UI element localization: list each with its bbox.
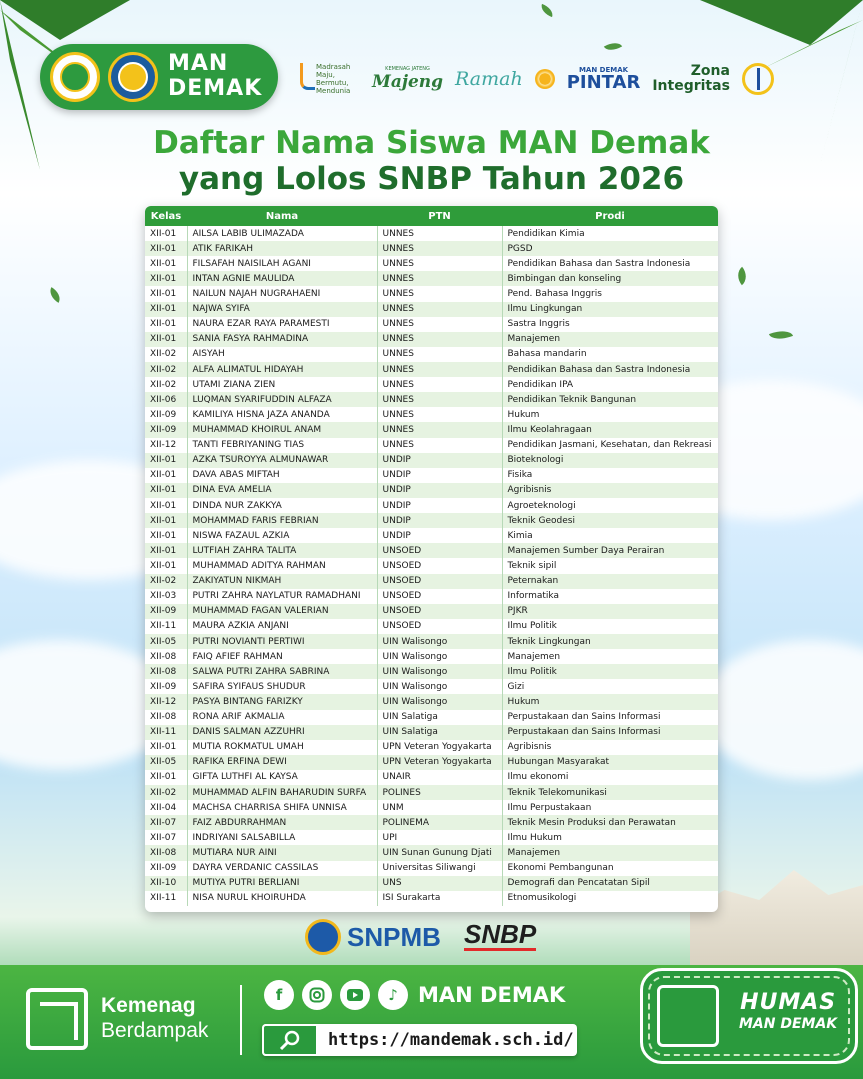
cell-nama: PUTRI NOVIANTI PERTIWI bbox=[187, 634, 377, 649]
social-links bbox=[264, 980, 565, 1010]
cell-kelas: XII-09 bbox=[145, 679, 187, 694]
cell-prodi: Manajemen bbox=[502, 845, 718, 860]
cell-prodi: Hukum bbox=[502, 694, 718, 709]
cell-ptn: Universitas Siliwangi bbox=[377, 861, 502, 876]
cell-nama: LUQMAN SYARIFUDDIN ALFAZA bbox=[187, 392, 377, 407]
cell-nama: NAILUN NAJAH NUGRAHAENI bbox=[187, 286, 377, 301]
cell-kelas: XII-01 bbox=[145, 302, 187, 317]
tiktok-icon[interactable]: ♪ bbox=[378, 980, 408, 1010]
table-row bbox=[145, 876, 718, 891]
kemenag-berdampak-text bbox=[101, 993, 208, 1043]
cell-nama: INDRIYANI SALSABILLA bbox=[187, 830, 377, 845]
cell-ptn: UNNES bbox=[377, 347, 502, 362]
table-row bbox=[145, 710, 718, 725]
cell-prodi: Demografi dan Pencatatan Sipil bbox=[502, 876, 718, 891]
cell-nama: MUHAMMAD FAGAN VALERIAN bbox=[187, 604, 377, 619]
zona-line-2: Integritas bbox=[652, 78, 730, 94]
cell-kelas: XII-08 bbox=[145, 845, 187, 860]
cell-ptn: UNNES bbox=[377, 407, 502, 422]
cell-kelas: XII-08 bbox=[145, 664, 187, 679]
cell-nama: DINDA NUR ZAKKYA bbox=[187, 498, 377, 513]
cell-kelas: XII-01 bbox=[145, 256, 187, 271]
cell-prodi: Manajemen bbox=[502, 332, 718, 347]
majeng-logo bbox=[372, 66, 443, 92]
cell-kelas: XII-09 bbox=[145, 604, 187, 619]
cell-nama: FAIQ AFIEF RAHMAN bbox=[187, 649, 377, 664]
cell-nama: MOHAMMAD FARIS FEBRIAN bbox=[187, 513, 377, 528]
snpmb-logo bbox=[305, 916, 455, 958]
table-row bbox=[145, 226, 718, 241]
cell-prodi: PGSD bbox=[502, 241, 718, 256]
madrasah-maju-logo bbox=[300, 63, 360, 95]
cell-prodi: Perpustakaan dan Sains Informasi bbox=[502, 725, 718, 740]
cell-nama: ZAKIYATUN NIKMAH bbox=[187, 574, 377, 589]
cell-nama: DAYRA VERDANIC CASSILAS bbox=[187, 861, 377, 876]
zona-line-1: Zona bbox=[690, 63, 730, 79]
cell-nama: MUHAMMAD ADITYA RAHMAN bbox=[187, 558, 377, 573]
table-row bbox=[145, 286, 718, 301]
cell-kelas: XII-01 bbox=[145, 770, 187, 785]
search-icon bbox=[262, 1024, 318, 1056]
table-row bbox=[145, 498, 718, 513]
cell-nama: ALFA ALIMATUL HIDAYAH bbox=[187, 362, 377, 377]
cell-kelas: XII-01 bbox=[145, 317, 187, 332]
falling-leaf bbox=[733, 267, 751, 285]
pintar-text: PINTAR bbox=[566, 72, 641, 93]
snbp-logo: SNBP bbox=[464, 919, 537, 949]
cell-kelas: XII-06 bbox=[145, 392, 187, 407]
cell-kelas: XII-02 bbox=[145, 347, 187, 362]
cell-prodi: Teknik Lingkungan bbox=[502, 634, 718, 649]
cell-kelas: XII-02 bbox=[145, 362, 187, 377]
cell-kelas: XII-01 bbox=[145, 468, 187, 483]
snpmb-text: SNPMB bbox=[347, 921, 441, 952]
table-row bbox=[145, 589, 718, 604]
table-row bbox=[145, 785, 718, 800]
cell-nama: INTAN AGNIE MAULIDA bbox=[187, 271, 377, 286]
falling-leaf bbox=[604, 39, 622, 55]
table-row bbox=[145, 317, 718, 332]
cell-ptn: UPI bbox=[377, 830, 502, 845]
cell-kelas: XII-01 bbox=[145, 271, 187, 286]
cell-prodi: Fisika bbox=[502, 468, 718, 483]
cell-prodi: Pendidikan Bahasa dan Sastra Indonesia bbox=[502, 256, 718, 271]
cell-prodi: Agribisnis bbox=[502, 740, 718, 755]
cell-prodi: Pendidikan Jasmani, Kesehatan, dan Rekreasi bbox=[502, 438, 718, 453]
brand-line-1: MAN bbox=[168, 51, 229, 76]
table-row bbox=[145, 634, 718, 649]
table-row bbox=[145, 347, 718, 362]
cell-prodi: Etnomusikologi bbox=[502, 891, 718, 906]
table-row bbox=[145, 256, 718, 271]
cell-kelas: XII-01 bbox=[145, 740, 187, 755]
cell-kelas: XII-12 bbox=[145, 438, 187, 453]
cell-kelas: XII-01 bbox=[145, 241, 187, 256]
cell-prodi: Pendidikan Bahasa dan Sastra Indonesia bbox=[502, 362, 718, 377]
cell-kelas: XII-05 bbox=[145, 755, 187, 770]
cell-nama: NAURA EZAR RAYA PARAMESTI bbox=[187, 317, 377, 332]
cell-prodi: Ekonomi Pembangunan bbox=[502, 861, 718, 876]
cell-ptn: UNNES bbox=[377, 392, 502, 407]
kemenag-line-1: Kemenag bbox=[101, 994, 196, 1017]
cell-prodi: Bimbingan dan konseling bbox=[502, 271, 718, 286]
cell-prodi: Pendidikan Kimia bbox=[502, 226, 718, 241]
cell-ptn: UNAIR bbox=[377, 770, 502, 785]
cell-nama: FILSAFAH NAISILAH AGANI bbox=[187, 256, 377, 271]
cell-prodi: Ilmu Lingkungan bbox=[502, 302, 718, 317]
cell-kelas: XII-09 bbox=[145, 861, 187, 876]
cell-kelas: XII-09 bbox=[145, 407, 187, 422]
cell-nama: KAMILIYA HISNA JAZA ANANDA bbox=[187, 407, 377, 422]
cell-nama: NISWA FAZAUL AZKIA bbox=[187, 528, 377, 543]
cell-kelas: XII-10 bbox=[145, 876, 187, 891]
cell-nama: DAVA ABAS MIFTAH bbox=[187, 468, 377, 483]
youtube-icon[interactable] bbox=[340, 980, 370, 1010]
cell-prodi: Ilmu Politik bbox=[502, 664, 718, 679]
table-row bbox=[145, 543, 718, 558]
cell-ptn: UNNES bbox=[377, 362, 502, 377]
table-row bbox=[145, 513, 718, 528]
cell-prodi: Manajemen bbox=[502, 649, 718, 664]
majeng-text: Majeng bbox=[372, 72, 444, 92]
cell-prodi: Teknik Geodesi bbox=[502, 513, 718, 528]
humas-line-2: MAN DEMAK bbox=[739, 1016, 838, 1032]
table-row bbox=[145, 574, 718, 589]
cell-ptn: UIN Walisongo bbox=[377, 679, 502, 694]
cell-nama: MUTIYA PUTRI BERLIANI bbox=[187, 876, 377, 891]
cell-ptn: UNDIP bbox=[377, 513, 502, 528]
cell-kelas: XII-07 bbox=[145, 815, 187, 830]
cell-kelas: XII-01 bbox=[145, 453, 187, 468]
cell-ptn: UNNES bbox=[377, 286, 502, 301]
cell-nama: SANIA FASYA RAHMADINA bbox=[187, 332, 377, 347]
table-row bbox=[145, 891, 718, 906]
cell-ptn: UNNES bbox=[377, 256, 502, 271]
table-row bbox=[145, 241, 718, 256]
cell-nama: MUHAMMAD KHOIRUL ANAM bbox=[187, 422, 377, 437]
cell-nama: SALWA PUTRI ZAHRA SABRINA bbox=[187, 664, 377, 679]
cell-kelas: XII-02 bbox=[145, 785, 187, 800]
brand-name bbox=[168, 51, 262, 101]
cell-nama: RONA ARIF AKMALIA bbox=[187, 710, 377, 725]
table-row bbox=[145, 649, 718, 664]
cell-ptn: UNNES bbox=[377, 377, 502, 392]
table-row bbox=[145, 755, 718, 770]
cell-nama: DANIS SALMAN AZZUHRI bbox=[187, 725, 377, 740]
cell-nama: RAFIKA ERFINA DEWI bbox=[187, 755, 377, 770]
cell-nama: MUTIA ROKMATUL UMAH bbox=[187, 740, 377, 755]
cell-prodi: Teknik Mesin Produksi dan Perawatan bbox=[502, 815, 718, 830]
man-demak-logo bbox=[40, 44, 278, 110]
cell-nama: GIFTA LUTHFI AL KAYSA bbox=[187, 770, 377, 785]
table-row bbox=[145, 453, 718, 468]
cell-prodi: Teknik Telekomunikasi bbox=[502, 785, 718, 800]
cell-ptn: UNNES bbox=[377, 302, 502, 317]
cell-ptn: UIN Walisongo bbox=[377, 634, 502, 649]
pintar-logo bbox=[567, 66, 641, 92]
table-row bbox=[145, 271, 718, 286]
cell-nama: AISYAH bbox=[187, 347, 377, 362]
cell-prodi: Manajemen Sumber Daya Perairan bbox=[502, 543, 718, 558]
cell-ptn: UNSOED bbox=[377, 574, 502, 589]
sun-logo-icon bbox=[535, 69, 555, 89]
cell-kelas: XII-03 bbox=[145, 589, 187, 604]
cell-ptn: UNDIP bbox=[377, 498, 502, 513]
cell-nama: ATIK FARIKAH bbox=[187, 241, 377, 256]
website-url[interactable]: https://mandemak.sch.id/ bbox=[328, 1030, 574, 1050]
table-body bbox=[145, 226, 718, 906]
cell-nama: PASYA BINTANG FARIZKY bbox=[187, 694, 377, 709]
cell-prodi: Teknik sipil bbox=[502, 558, 718, 573]
table-row bbox=[145, 422, 718, 437]
cell-kelas: XII-07 bbox=[145, 830, 187, 845]
instagram-icon[interactable] bbox=[302, 980, 332, 1010]
pintar-top-text: MAN DEMAK bbox=[578, 66, 629, 74]
cell-ptn: UNSOED bbox=[377, 558, 502, 573]
cell-kelas: XII-05 bbox=[145, 634, 187, 649]
cell-ptn: UNDIP bbox=[377, 453, 502, 468]
cell-ptn: UNSOED bbox=[377, 619, 502, 634]
cell-nama: MUTIARA NUR AINI bbox=[187, 845, 377, 860]
humas-text bbox=[739, 991, 837, 1033]
cell-nama: FAIZ ABDURRAHMAN bbox=[187, 815, 377, 830]
cell-kelas: XII-01 bbox=[145, 226, 187, 241]
ramah-text: Ramah bbox=[455, 68, 523, 90]
cell-prodi: Ilmu Perpustakaan bbox=[502, 800, 718, 815]
cell-prodi: Bahasa mandarin bbox=[502, 347, 718, 362]
cell-kelas: XII-01 bbox=[145, 528, 187, 543]
table-row bbox=[145, 845, 718, 860]
kemenag-emblem-icon bbox=[50, 52, 100, 102]
cell-prodi: Agroeteknologi bbox=[502, 498, 718, 513]
cell-ptn: UNNES bbox=[377, 438, 502, 453]
cell-ptn: UNNES bbox=[377, 271, 502, 286]
cell-kelas: XII-11 bbox=[145, 725, 187, 740]
cell-kelas: XII-01 bbox=[145, 543, 187, 558]
cell-prodi: Gizi bbox=[502, 679, 718, 694]
cell-ptn: UNNES bbox=[377, 332, 502, 347]
cell-prodi: Pendidikan Teknik Bangunan bbox=[502, 392, 718, 407]
cell-ptn: UNSOED bbox=[377, 543, 502, 558]
cell-prodi: Pend. Bahasa Inggris bbox=[502, 286, 718, 301]
footer-divider bbox=[240, 985, 242, 1055]
humas-badge bbox=[640, 968, 858, 1064]
cell-ptn: ISI Surakarta bbox=[377, 891, 502, 906]
table-row bbox=[145, 332, 718, 347]
falling-leaf bbox=[46, 287, 63, 303]
table-row bbox=[145, 815, 718, 830]
madrasah-maju-text: Madrasah Maju, Bermutu, Mendunia bbox=[300, 63, 360, 95]
cell-kelas: XII-08 bbox=[145, 649, 187, 664]
cell-nama: AZKA TSUROYYA ALMUNAWAR bbox=[187, 453, 377, 468]
cell-kelas: XII-11 bbox=[145, 891, 187, 906]
column-header-prodi: Prodi bbox=[502, 206, 718, 226]
cell-nama: AILSA LABIB ULIMAZADA bbox=[187, 226, 377, 241]
cell-nama: NAJWA SYIFA bbox=[187, 302, 377, 317]
website-url-bar[interactable] bbox=[262, 1024, 577, 1056]
table-row bbox=[145, 604, 718, 619]
cell-prodi: Peternakan bbox=[502, 574, 718, 589]
social-label: MAN DEMAK bbox=[418, 983, 566, 1007]
table-row bbox=[145, 619, 718, 634]
table-row bbox=[145, 694, 718, 709]
cell-prodi: Ilmu Hukum bbox=[502, 830, 718, 845]
snpmb-badge-icon bbox=[305, 919, 341, 955]
cell-ptn: UIN Salatiga bbox=[377, 725, 502, 740]
table-row bbox=[145, 679, 718, 694]
cell-prodi: Hukum bbox=[502, 407, 718, 422]
brand-line-2: DEMAK bbox=[168, 76, 263, 101]
demak-emblem-icon bbox=[108, 52, 158, 102]
cell-prodi: Bioteknologi bbox=[502, 453, 718, 468]
cell-ptn: UNNES bbox=[377, 317, 502, 332]
cell-nama: PUTRI ZAHRA NAYLATUR RAMADHANI bbox=[187, 589, 377, 604]
cell-ptn: UPN Veteran Yogyakarta bbox=[377, 740, 502, 755]
table-row bbox=[145, 377, 718, 392]
table-row bbox=[145, 558, 718, 573]
cell-prodi: Hubungan Masyarakat bbox=[502, 755, 718, 770]
table-row bbox=[145, 725, 718, 740]
table-row bbox=[145, 302, 718, 317]
cell-nama: UTAMI ZIANA ZIEN bbox=[187, 377, 377, 392]
cell-prodi: Ilmu ekonomi bbox=[502, 770, 718, 785]
cell-ptn: POLINES bbox=[377, 785, 502, 800]
falling-leaf bbox=[769, 327, 793, 344]
table-row bbox=[145, 800, 718, 815]
cell-prodi: Pendidikan IPA bbox=[502, 377, 718, 392]
cell-ptn: UNM bbox=[377, 800, 502, 815]
cell-nama: NISA NURUL KHOIRUHDA bbox=[187, 891, 377, 906]
cell-ptn: UNDIP bbox=[377, 483, 502, 498]
table-row bbox=[145, 362, 718, 377]
humas-line-1: HUMAS bbox=[740, 990, 837, 1015]
zona-integritas-icon bbox=[742, 63, 774, 95]
cloud bbox=[700, 640, 863, 780]
cell-ptn: UNDIP bbox=[377, 468, 502, 483]
ramah-logo bbox=[455, 68, 523, 90]
table-row bbox=[145, 407, 718, 422]
cell-prodi: Perpustakaan dan Sains Informasi bbox=[502, 710, 718, 725]
table-row bbox=[145, 861, 718, 876]
humas-emblem-icon bbox=[657, 985, 719, 1047]
cell-prodi: Kimia bbox=[502, 528, 718, 543]
page-title-line-2: yang Lolos SNBP Tahun 2026 bbox=[178, 161, 685, 197]
table-header-row bbox=[145, 206, 718, 226]
table-row bbox=[145, 438, 718, 453]
cell-ptn: UNNES bbox=[377, 422, 502, 437]
cell-kelas: XII-08 bbox=[145, 710, 187, 725]
zona-integritas-logo bbox=[652, 64, 730, 94]
column-header-kelas: Kelas bbox=[145, 206, 187, 226]
kemenag-line-2: Berdampak bbox=[101, 1019, 209, 1042]
cell-ptn: UNS bbox=[377, 876, 502, 891]
cell-nama: MUHAMMAD ALFIN BAHARUDIN SURFA bbox=[187, 785, 377, 800]
cell-kelas: XII-12 bbox=[145, 694, 187, 709]
majeng-top-text: KEMENAG JATENG bbox=[385, 66, 430, 72]
table-row bbox=[145, 528, 718, 543]
cell-nama: MACHSA CHARRISA SHIFA UNNISA bbox=[187, 800, 377, 815]
cell-kelas: XII-01 bbox=[145, 332, 187, 347]
cell-prodi: Ilmu Keolahragaan bbox=[502, 422, 718, 437]
page-title-line-1: Daftar Nama Siswa MAN Demak bbox=[153, 125, 710, 161]
cell-kelas: XII-01 bbox=[145, 558, 187, 573]
cell-prodi: Sastra Inggris bbox=[502, 317, 718, 332]
cell-kelas: XII-01 bbox=[145, 498, 187, 513]
table-row bbox=[145, 664, 718, 679]
table-row bbox=[145, 770, 718, 785]
cell-kelas: XII-02 bbox=[145, 574, 187, 589]
cell-ptn: UNDIP bbox=[377, 528, 502, 543]
cell-kelas: XII-04 bbox=[145, 800, 187, 815]
cell-kelas: XII-01 bbox=[145, 286, 187, 301]
cell-prodi: Ilmu Politik bbox=[502, 619, 718, 634]
cell-ptn: UIN Salatiga bbox=[377, 710, 502, 725]
table-row bbox=[145, 830, 718, 845]
cell-nama: MAURA AZKIA ANJANI bbox=[187, 619, 377, 634]
cell-ptn: UIN Walisongo bbox=[377, 664, 502, 679]
cell-prodi: Agribisnis bbox=[502, 483, 718, 498]
cell-ptn: UNSOED bbox=[377, 604, 502, 619]
cell-nama: SAFIRA SYIFAUS SHUDUR bbox=[187, 679, 377, 694]
cell-prodi: PJKR bbox=[502, 604, 718, 619]
cell-kelas: XII-02 bbox=[145, 377, 187, 392]
cell-prodi: Informatika bbox=[502, 589, 718, 604]
cell-ptn: UNNES bbox=[377, 226, 502, 241]
cell-nama: LUTFIAH ZAHRA TALITA bbox=[187, 543, 377, 558]
cell-ptn: UIN Walisongo bbox=[377, 649, 502, 664]
cell-ptn: UIN Sunan Gunung Djati bbox=[377, 845, 502, 860]
cell-nama: TANTI FEBRIYANING TIAS bbox=[187, 438, 377, 453]
cell-ptn: UPN Veteran Yogyakarta bbox=[377, 755, 502, 770]
cell-kelas: XII-01 bbox=[145, 513, 187, 528]
cell-kelas: XII-09 bbox=[145, 422, 187, 437]
cell-kelas: XII-11 bbox=[145, 619, 187, 634]
cell-ptn: POLINEMA bbox=[377, 815, 502, 830]
kemenag-berdampak-icon bbox=[26, 988, 88, 1050]
table-row bbox=[145, 483, 718, 498]
cell-nama: DINA EVA AMELIA bbox=[187, 483, 377, 498]
facebook-icon[interactable]: f bbox=[264, 980, 294, 1010]
falling-leaf bbox=[539, 4, 555, 17]
table-row bbox=[145, 392, 718, 407]
cell-ptn: UNNES bbox=[377, 241, 502, 256]
cell-ptn: UIN Walisongo bbox=[377, 694, 502, 709]
cell-kelas: XII-01 bbox=[145, 483, 187, 498]
table-row bbox=[145, 740, 718, 755]
column-header-nama: Nama bbox=[187, 206, 377, 226]
partner-logos bbox=[300, 56, 774, 102]
students-table bbox=[145, 206, 718, 912]
cell-ptn: UNSOED bbox=[377, 589, 502, 604]
column-header-ptn: PTN bbox=[377, 206, 502, 226]
table-row bbox=[145, 468, 718, 483]
